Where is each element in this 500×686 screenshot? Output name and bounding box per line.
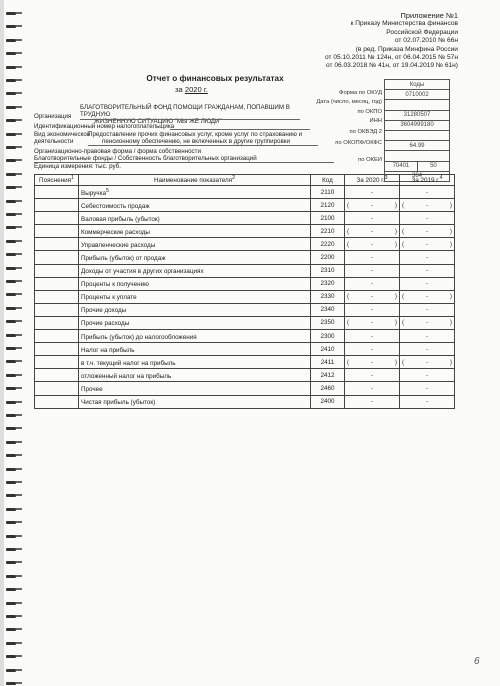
row-value-2019: - <box>400 382 455 395</box>
inn-underline <box>170 129 310 130</box>
row-name: отложенный налог на прибыль <box>79 369 311 382</box>
label-okved: по ОКВЭД 2 <box>349 129 382 135</box>
row-note <box>35 277 79 290</box>
activity-line: Предоставление прочих финансовых услуг, кроме услуг по страхованию и <box>88 131 303 138</box>
org-label: Организация <box>34 113 72 120</box>
row-code: 2100 <box>311 212 345 225</box>
row-code: 2200 <box>311 251 345 264</box>
binder-hole <box>6 642 16 645</box>
row-name: в т.ч. текущий налог на прибыль <box>79 356 311 369</box>
table-row <box>35 290 455 303</box>
binder-hole <box>6 669 16 672</box>
code-okpo: 31280507 <box>385 110 450 120</box>
binder-hole <box>6 52 16 55</box>
row-value-2020: ( ) - <box>345 225 400 238</box>
binder-hole <box>6 508 16 511</box>
appendix-line: (в ред. Приказа Минфина России <box>355 45 458 53</box>
period-prefix: за <box>175 85 183 94</box>
row-code: 2120 <box>311 199 345 212</box>
binder-hole <box>6 521 16 524</box>
row-name: Выручка$^5$ <box>79 186 311 199</box>
table-row <box>35 251 455 264</box>
appendix-line: от 05.10.2011 № 124н, от 06.04.2015 № 57н <box>324 54 458 62</box>
codes-header: Коды <box>385 80 450 90</box>
activity-label-line: деятельности <box>34 138 74 146</box>
row-value-2020: - <box>345 369 400 382</box>
row-code: 2410 <box>311 343 345 356</box>
binder-hole <box>6 441 16 444</box>
binder-hole <box>6 454 16 457</box>
binder-hole <box>6 226 16 229</box>
row-value-2019: - <box>400 251 455 264</box>
row-value-2020: - <box>345 395 400 408</box>
binder-hole <box>6 535 16 538</box>
binder-hole <box>6 602 16 605</box>
binder-hole <box>6 106 16 109</box>
table-row <box>35 238 455 251</box>
row-name: Прочие доходы <box>79 303 311 316</box>
table-row <box>35 395 455 408</box>
row-note <box>35 343 79 356</box>
header-year-1: За 2020 г.$^3$ <box>345 175 400 186</box>
row-value-2020: ( ) - <box>345 316 400 329</box>
table-row <box>35 369 455 382</box>
row-value-2020: ( ) - <box>345 199 400 212</box>
table-row <box>35 264 455 277</box>
row-note <box>35 356 79 369</box>
binder-hole <box>6 253 16 256</box>
activity-line: пенсионному обеспечению, не включенных в другие группировки <box>102 138 290 146</box>
row-value-2019: - <box>400 277 455 290</box>
binder-hole <box>6 159 16 162</box>
code-okved: 64.99 <box>385 141 450 151</box>
row-value-2019: - <box>400 264 455 277</box>
binder-hole <box>6 682 16 685</box>
code-okved-blank <box>385 130 450 140</box>
table-row <box>35 303 455 316</box>
header-code: Код <box>311 175 345 186</box>
binder-hole <box>6 293 16 296</box>
row-name: Проценты к уплате <box>79 290 311 303</box>
row-code: 2330 <box>311 290 345 303</box>
binder-hole <box>6 12 16 15</box>
row-code: 2210 <box>311 225 345 238</box>
row-value-2020: - <box>345 303 400 316</box>
code-okved-extra <box>385 151 450 161</box>
appendix-line: к Приказу Министерства финансов <box>350 20 458 28</box>
code-okud: 0710002 <box>385 90 450 100</box>
row-code: 2310 <box>311 264 345 277</box>
row-name: Проценты к получению <box>79 277 311 290</box>
codes-table <box>384 79 450 182</box>
binder-hole <box>6 320 16 323</box>
row-value-2019: - <box>400 212 455 225</box>
table-row <box>35 186 455 199</box>
report-title: Отчет о финансовых результатах <box>146 74 284 83</box>
row-value-2020: ( ) - <box>345 290 400 303</box>
row-value-2019: - <box>400 186 455 199</box>
binder-hole <box>6 468 16 471</box>
row-value-2020: - <box>345 251 400 264</box>
row-value-2019: ( ) - <box>400 316 455 329</box>
row-value-2020: - <box>345 264 400 277</box>
row-value-2020: ( ) - <box>345 356 400 369</box>
code-inn: 3604999180 <box>385 120 450 130</box>
row-name: Налог на прибыль <box>79 343 311 356</box>
row-name: Прочее <box>79 382 311 395</box>
table-header-row <box>35 175 455 186</box>
row-value-2020: - <box>345 330 400 343</box>
binder-hole <box>6 133 16 136</box>
row-name: Чистая прибыль (убыток) <box>79 395 311 408</box>
row-note <box>35 212 79 225</box>
row-code: 2350 <box>311 316 345 329</box>
row-code: 2300 <box>311 330 345 343</box>
binder-hole <box>6 240 16 243</box>
binder-hole <box>6 173 16 176</box>
activity-value <box>88 131 318 145</box>
row-code: 2340 <box>311 303 345 316</box>
row-note <box>35 382 79 395</box>
binder-hole <box>6 92 16 95</box>
legal-form-label: Организационно-правовая форма / форма собственности <box>34 148 201 155</box>
report-period <box>175 85 208 94</box>
org-name-line: ЖИЗНЕННУЮ СИТУАЦИЮ "МЫ ЖЕ ЛЮДИ" <box>94 118 222 126</box>
table-row <box>35 330 455 343</box>
activity-label <box>34 131 90 145</box>
binder-hole <box>6 307 16 310</box>
row-code: 2320 <box>311 277 345 290</box>
row-note <box>35 330 79 343</box>
row-value-2020: - <box>345 212 400 225</box>
label-date: Дата (число, месяц, год) <box>316 99 382 105</box>
row-code: 2411 <box>311 356 345 369</box>
activity-underline <box>88 145 318 146</box>
row-value-2020: - <box>345 343 400 356</box>
binder-hole <box>6 146 16 149</box>
row-name: Прочие расходы <box>79 316 311 329</box>
row-note <box>35 199 79 212</box>
row-name: Управленческие расходы <box>79 238 311 251</box>
row-note <box>35 316 79 329</box>
row-note <box>35 238 79 251</box>
unit-label: Единица измерения: тыс. руб. <box>34 163 121 170</box>
binder-hole <box>6 548 16 551</box>
org-underline <box>80 119 300 120</box>
binder-hole <box>6 200 16 203</box>
row-name: Валовая прибыль (убыток) <box>79 212 311 225</box>
code-date <box>385 100 450 110</box>
legal-form-value: Благотворительные фонды / Собственность благотворительных организаций <box>34 155 257 162</box>
row-note <box>35 225 79 238</box>
binder-hole <box>6 186 16 189</box>
org-name-line: БЛАГОТВОРИТЕЛЬНЫЙ ФОНД ПОМОЩИ ГРАЖДАНАМ, ПОПАВШИМ В ТРУДНУЮ <box>80 104 290 119</box>
binder-hole <box>6 347 16 350</box>
row-value-2019: - <box>400 369 455 382</box>
row-name: Доходы от участия в других организациях <box>79 264 311 277</box>
row-value-2019: ( ) - <box>400 199 455 212</box>
header-name: Наименование показателя$^2$ <box>79 175 311 186</box>
table-row <box>35 277 455 290</box>
appendix-line: от 02.07.2010 № 66н <box>394 37 458 45</box>
code-okopf: 70401 <box>385 161 418 171</box>
row-value-2019: ( ) - <box>400 225 455 238</box>
binder-hole <box>6 267 16 270</box>
table-row <box>35 343 455 356</box>
row-name: Коммерческие расходы <box>79 225 311 238</box>
row-value-2019: ( ) - <box>400 356 455 369</box>
row-code: 2412 <box>311 369 345 382</box>
row-note <box>35 264 79 277</box>
row-note <box>35 186 79 199</box>
financial-results-table <box>34 174 455 409</box>
row-note <box>35 395 79 408</box>
code-okfs: 50 <box>417 161 449 171</box>
row-name: Прибыль (убыток) до налогообложения <box>79 330 311 343</box>
row-code: 2460 <box>311 382 345 395</box>
label-opf: по ОКОПФ/ОКФС <box>335 140 382 146</box>
row-value-2019: - <box>400 303 455 316</box>
row-value-2019: - <box>400 395 455 408</box>
binder-hole <box>6 360 16 363</box>
label-okpo: по ОКПО <box>357 109 382 115</box>
binder-hole <box>6 655 16 658</box>
table-row <box>35 225 455 238</box>
row-value-2020: ( ) - <box>345 238 400 251</box>
row-code: 2400 <box>311 395 345 408</box>
label-okud: Форма по ОКУД <box>339 90 382 96</box>
binder-hole <box>6 588 16 591</box>
binder-hole <box>6 387 16 390</box>
binder-hole <box>6 79 16 82</box>
row-value-2019: ( ) - <box>400 238 455 251</box>
header-notes: Пояснения$^1$ <box>35 175 79 186</box>
appendix-note <box>248 12 458 71</box>
row-value-2020: - <box>345 186 400 199</box>
period-year: 2020 г. <box>184 85 208 94</box>
row-note <box>35 290 79 303</box>
row-name: Себестоимость продаж <box>79 199 311 212</box>
appendix-line: Российской Федерации <box>386 28 458 36</box>
binder-hole <box>6 374 16 377</box>
binder-hole <box>6 628 16 631</box>
header-year-2: За 2019 г.$^4$ <box>400 175 455 186</box>
binder-hole <box>6 66 16 69</box>
row-code: 2110 <box>311 186 345 199</box>
binder-hole <box>6 334 16 337</box>
binder-hole <box>6 25 16 28</box>
activity-label-line: Вид экономической <box>34 131 91 138</box>
row-note <box>35 303 79 316</box>
row-code: 2220 <box>311 238 345 251</box>
handwritten-page-number: 6 <box>474 656 480 667</box>
table-row <box>35 199 455 212</box>
label-okei: по ОКЕИ <box>358 157 382 163</box>
appendix-line: Приложение №1 <box>400 11 458 20</box>
appendix-line: от 06.03.2018 № 41н, от 19.04.2019 № 61н) <box>325 62 458 70</box>
binder-hole <box>6 401 16 404</box>
row-value-2020: - <box>345 382 400 395</box>
row-value-2019: ( ) - <box>400 290 455 303</box>
table-row <box>35 382 455 395</box>
binder-hole <box>6 119 16 122</box>
row-note <box>35 369 79 382</box>
binder-hole <box>6 427 16 430</box>
table-row <box>35 316 455 329</box>
table-row <box>35 212 455 225</box>
binder-hole <box>6 481 16 484</box>
label-inn: ИНН <box>369 118 382 124</box>
binder-holes <box>0 0 26 686</box>
row-value-2019: - <box>400 330 455 343</box>
binder-hole <box>6 213 16 216</box>
binder-hole <box>6 280 16 283</box>
binder-hole <box>6 414 16 417</box>
row-value-2019: - <box>400 343 455 356</box>
inn-label: Идентификационный номер налогоплательщика <box>34 123 175 130</box>
binder-hole <box>6 575 16 578</box>
binder-hole <box>6 561 16 564</box>
row-name: Прибыль (убыток) от продаж <box>79 251 311 264</box>
table-row <box>35 356 455 369</box>
row-value-2020: - <box>345 277 400 290</box>
binder-hole <box>6 494 16 497</box>
row-note <box>35 251 79 264</box>
code-okei: 384 <box>385 171 450 181</box>
binder-hole <box>6 39 16 42</box>
binder-hole <box>6 615 16 618</box>
